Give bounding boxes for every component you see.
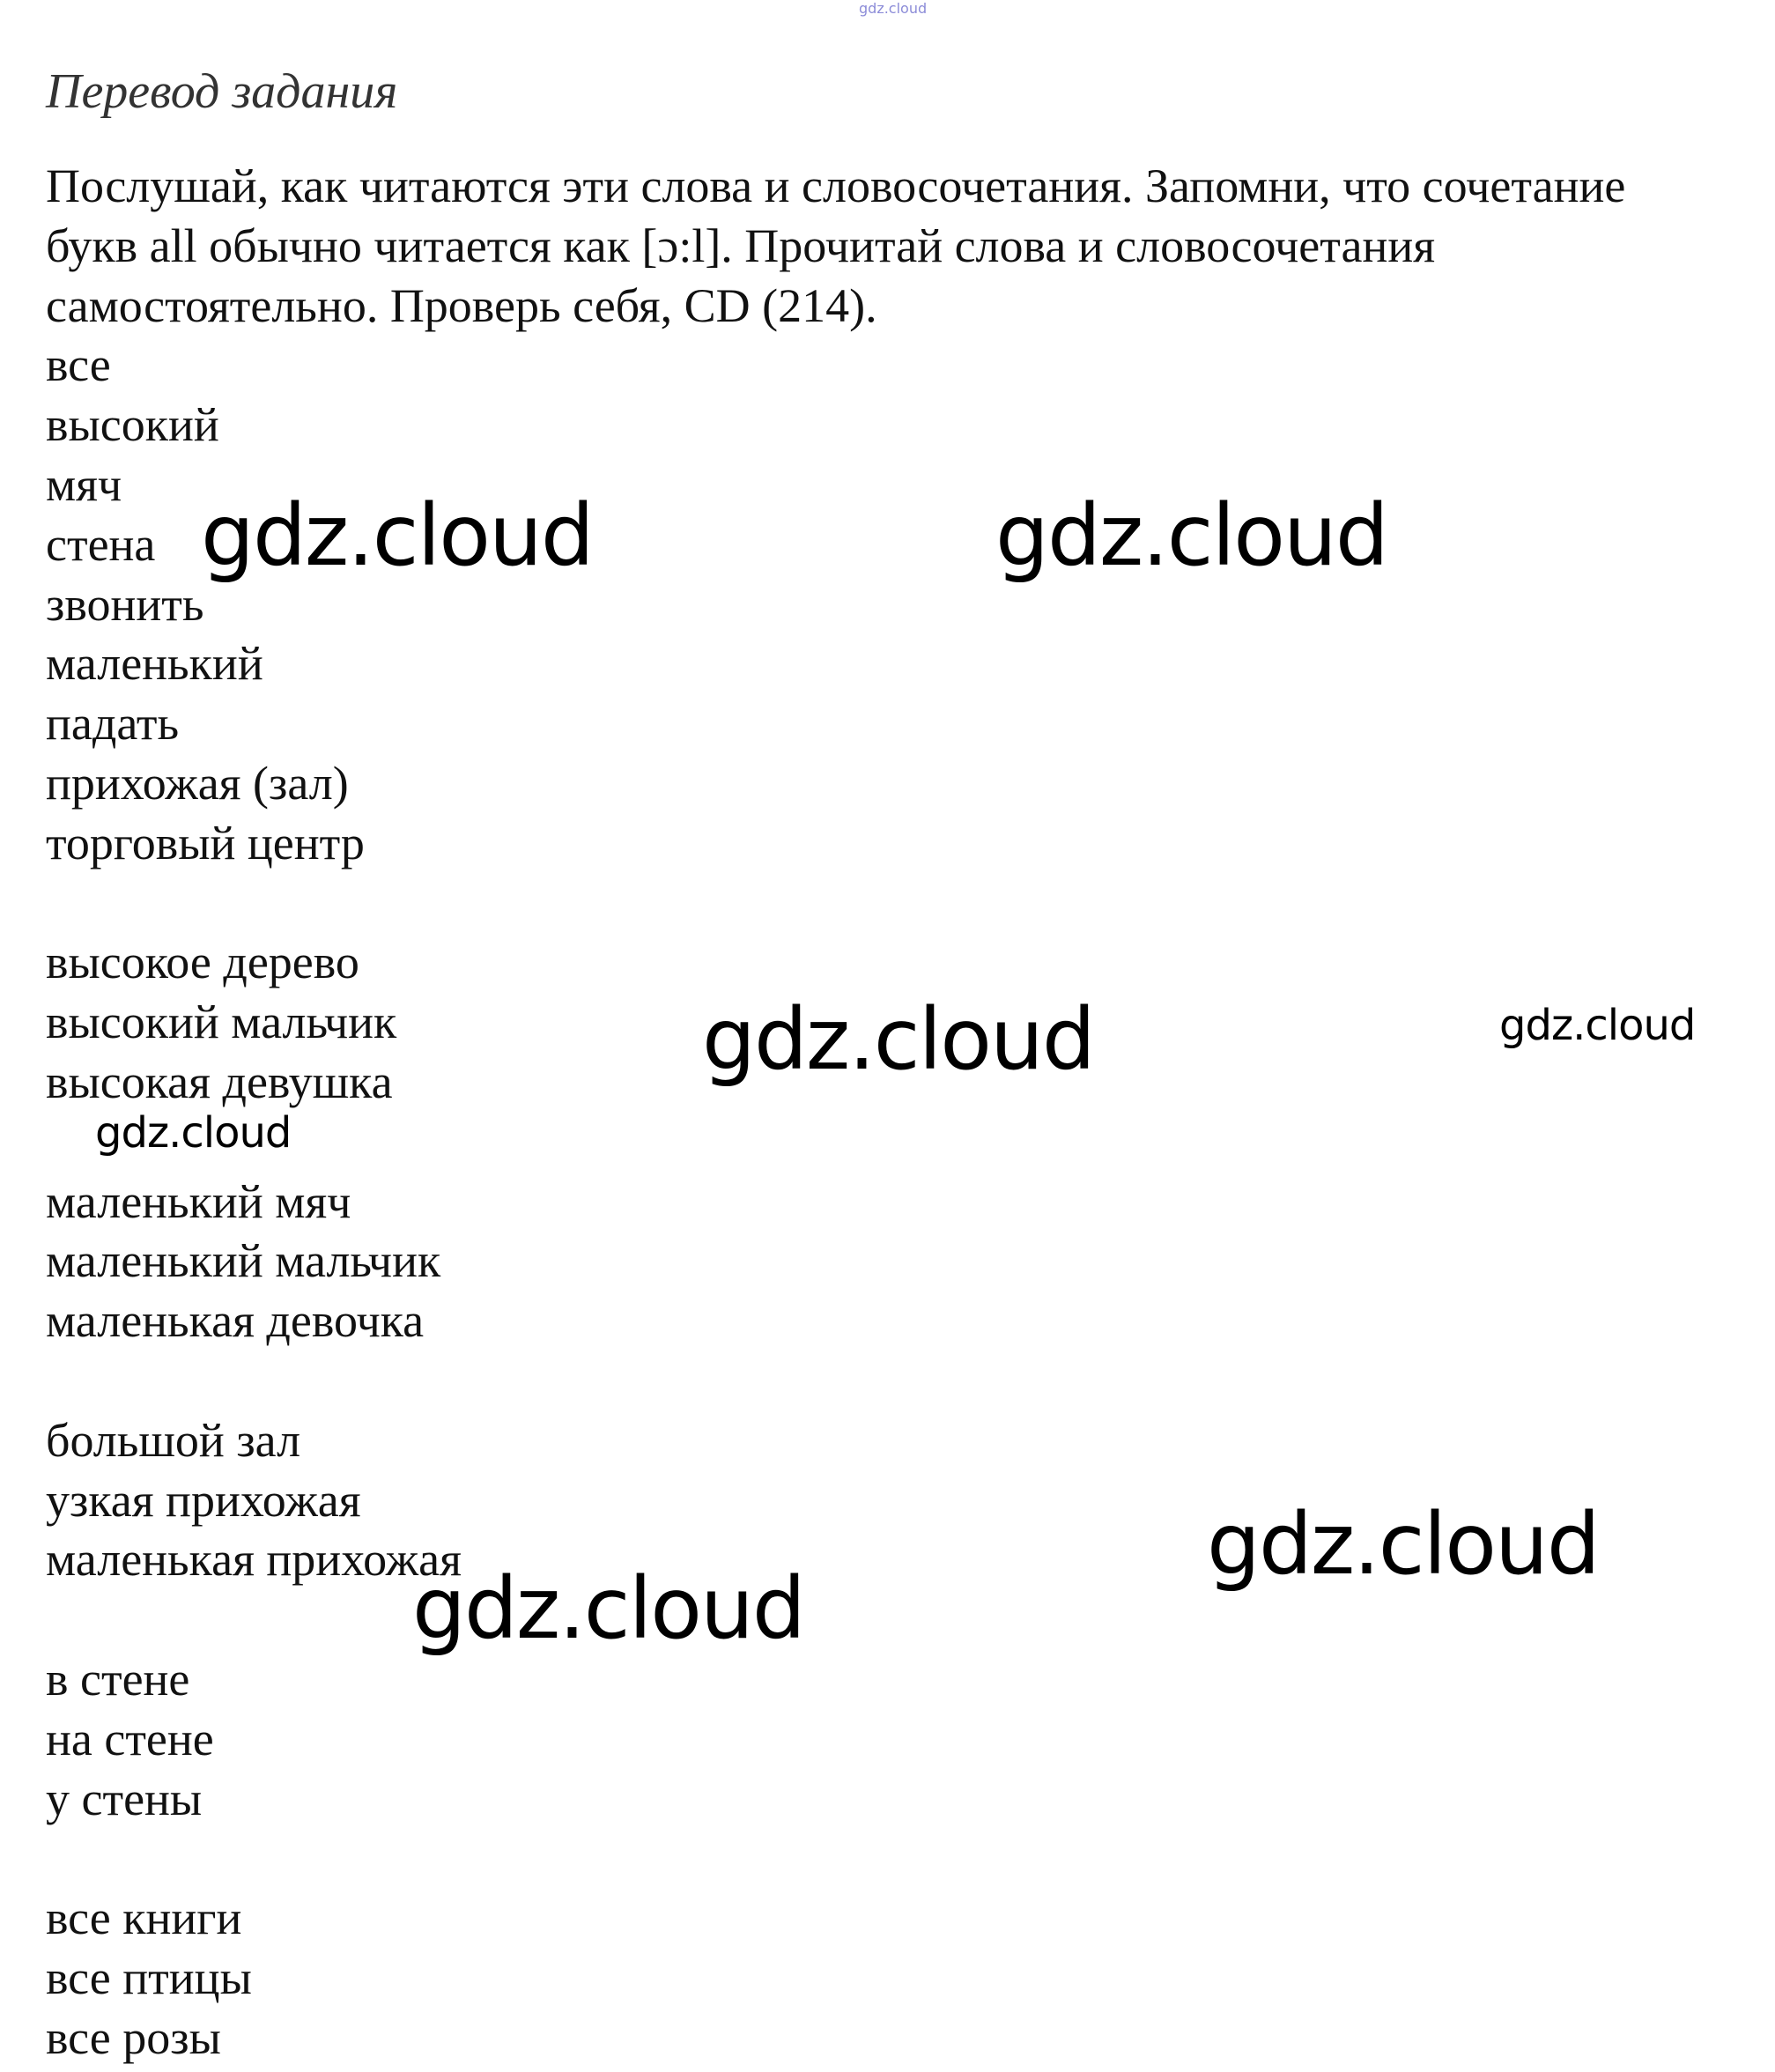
phrase-item: маленький мяч (46, 1174, 351, 1228)
instruction-line: букв all обычно читается как [ɔ:l]. Прочитай слова и словосочетания (46, 218, 1436, 272)
phrase-item: высокая девушка (46, 1054, 393, 1108)
phrase-item: высокое дерево (46, 936, 359, 989)
blank-line (46, 1351, 1772, 1411)
instruction-line: Послушай, как читаются эти слова и словосочетания. Запомни, что сочетание (46, 159, 1626, 212)
word-item: маленький (46, 637, 263, 691)
watermark: gdz.cloud (995, 486, 1387, 585)
word-item: все (46, 338, 111, 392)
blank-line (46, 1590, 1772, 1650)
watermark: gdz.cloud (201, 486, 593, 585)
watermark: gdz.cloud (412, 1559, 804, 1658)
blank-line (46, 874, 1772, 934)
word-item: мяч (46, 457, 122, 511)
phrase-item: на стене (46, 1712, 214, 1765)
instruction-line: самостоятельно. Проверь себя, CD (214). (46, 278, 877, 332)
document-body (46, 157, 1772, 2068)
phrase-item: все книги (46, 1891, 242, 1945)
phrase-item: большой зал (46, 1413, 301, 1467)
phrase-item: маленькая прихожая (46, 1533, 462, 1587)
word-item: стена (46, 517, 156, 571)
phrase-item: маленький мальчик (46, 1234, 441, 1288)
word-item: торговый центр (46, 816, 365, 870)
word-item: падать (46, 697, 180, 751)
phrase-item: узкая прихожая (46, 1473, 361, 1527)
blank-line (46, 1829, 1772, 1889)
phrase-item: маленькая девочка (46, 1294, 425, 1348)
header-watermark: gdz.cloud (859, 0, 928, 17)
watermark: gdz.cloud (1499, 1001, 1696, 1050)
phrase-item: высокий мальчик (46, 995, 397, 1049)
phrase-item: все птицы (46, 1950, 252, 2004)
phrase-item: у стены (46, 1772, 203, 1825)
word-item: прихожая (зал) (46, 756, 349, 810)
word-item: высокий (46, 398, 219, 452)
word-item: звонить (46, 577, 204, 631)
watermark: gdz.cloud (1207, 1495, 1599, 1594)
phrase-item: в стене (46, 1652, 190, 1706)
page-heading: Перевод задания (46, 64, 398, 119)
watermark: gdz.cloud (95, 1108, 292, 1158)
blank-line (46, 1113, 1772, 1173)
phrase-item: все розы (46, 2010, 221, 2064)
watermark: gdz.cloud (702, 990, 1094, 1089)
